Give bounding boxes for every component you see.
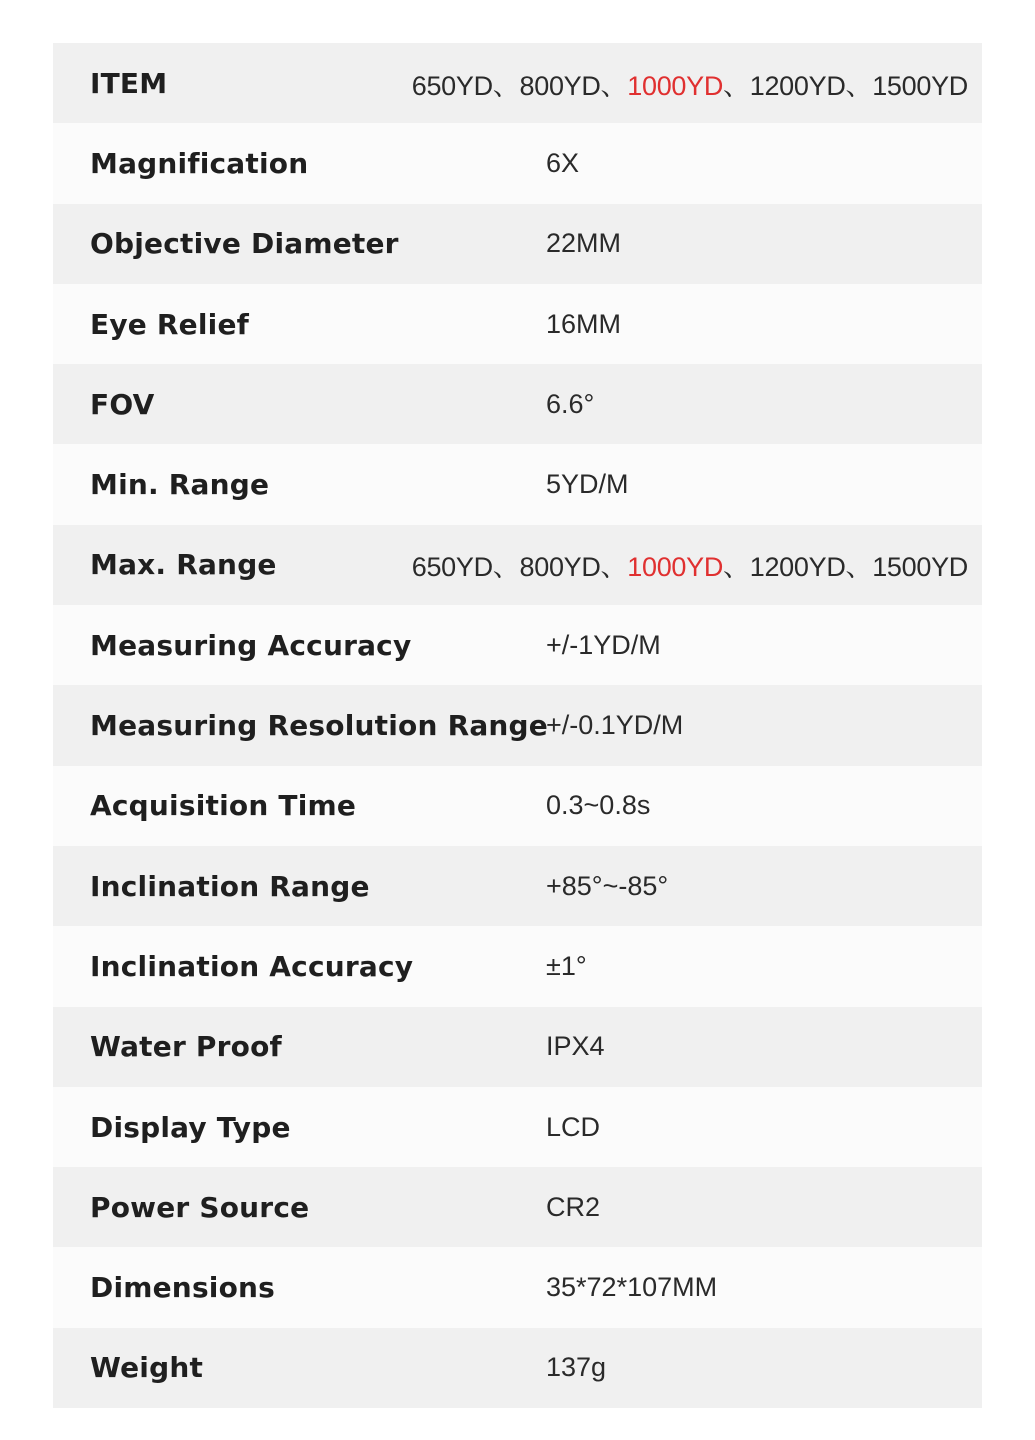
table-row-magnification bbox=[53, 123, 982, 203]
row-value: +85°~-85° bbox=[546, 870, 669, 901]
row-value: 0.3~0.8s bbox=[546, 790, 651, 821]
value-highlight: 1000YD bbox=[627, 70, 724, 101]
row-label: Dimensions bbox=[90, 1271, 276, 1305]
row-value: LCD bbox=[546, 1111, 601, 1142]
table-row-measuring-resolution-range bbox=[53, 685, 982, 765]
table-row-inclination-range bbox=[53, 846, 982, 926]
value-part: 、1200YD、1500YD bbox=[723, 70, 968, 101]
value-part: 650YD、800YD、 bbox=[411, 552, 628, 583]
row-value: 22MM bbox=[546, 228, 622, 259]
row-label: Power Source bbox=[90, 1190, 310, 1224]
row-value: 6X bbox=[546, 147, 580, 178]
row-value: +/-1YD/M bbox=[546, 629, 661, 660]
row-value: CR2 bbox=[546, 1191, 601, 1222]
row-value: +/-0.1YD/M bbox=[546, 710, 684, 741]
row-label: Min. Range bbox=[90, 468, 270, 502]
row-label: ITEM bbox=[90, 66, 168, 100]
table-row-eye-relief bbox=[53, 284, 982, 364]
row-label: FOV bbox=[90, 387, 155, 421]
row-label: Eye Relief bbox=[90, 307, 250, 341]
table-row-objective-diameter bbox=[53, 204, 982, 284]
value-part: 650YD、800YD、 bbox=[411, 70, 628, 101]
table-row-acquisition-time bbox=[53, 766, 982, 846]
row-label: Objective Diameter bbox=[90, 227, 399, 261]
row-value: 35*72*107MM bbox=[546, 1272, 718, 1303]
row-value bbox=[412, 64, 968, 103]
table-row-min-range bbox=[53, 444, 982, 524]
table-row-power-source bbox=[53, 1167, 982, 1247]
row-label: Weight bbox=[90, 1351, 204, 1385]
table-row-measuring-accuracy bbox=[53, 605, 982, 685]
table-row-max-range bbox=[53, 525, 982, 605]
table-row-fov bbox=[53, 364, 982, 444]
table-row-display-type bbox=[53, 1087, 982, 1167]
row-label: Max. Range bbox=[90, 548, 277, 582]
spec-table bbox=[53, 43, 982, 1408]
row-label: Magnification bbox=[90, 146, 309, 180]
row-value: 6.6° bbox=[546, 388, 595, 419]
row-label: Water Proof bbox=[90, 1030, 282, 1064]
table-row-water-proof bbox=[53, 1007, 982, 1087]
table-row-dimensions bbox=[53, 1247, 982, 1327]
row-label: Inclination Accuracy bbox=[90, 949, 414, 983]
value-part: 、1200YD、1500YD bbox=[723, 552, 968, 583]
row-value: ±1° bbox=[546, 950, 587, 981]
row-label: Inclination Range bbox=[90, 869, 370, 903]
row-label: Acquisition Time bbox=[90, 789, 357, 823]
table-row-item bbox=[53, 43, 982, 123]
row-value: 5YD/M bbox=[546, 469, 629, 500]
row-value: IPX4 bbox=[546, 1031, 605, 1062]
row-label: Measuring Resolution Range bbox=[90, 709, 548, 743]
value-highlight: 1000YD bbox=[627, 552, 724, 583]
row-value bbox=[412, 545, 968, 584]
table-row-weight bbox=[53, 1328, 982, 1408]
row-label: Measuring Accuracy bbox=[90, 628, 412, 662]
table-row-inclination-accuracy bbox=[53, 926, 982, 1006]
row-value: 16MM bbox=[546, 308, 622, 339]
row-label: Display Type bbox=[90, 1110, 291, 1144]
row-value: 137g bbox=[546, 1352, 607, 1383]
